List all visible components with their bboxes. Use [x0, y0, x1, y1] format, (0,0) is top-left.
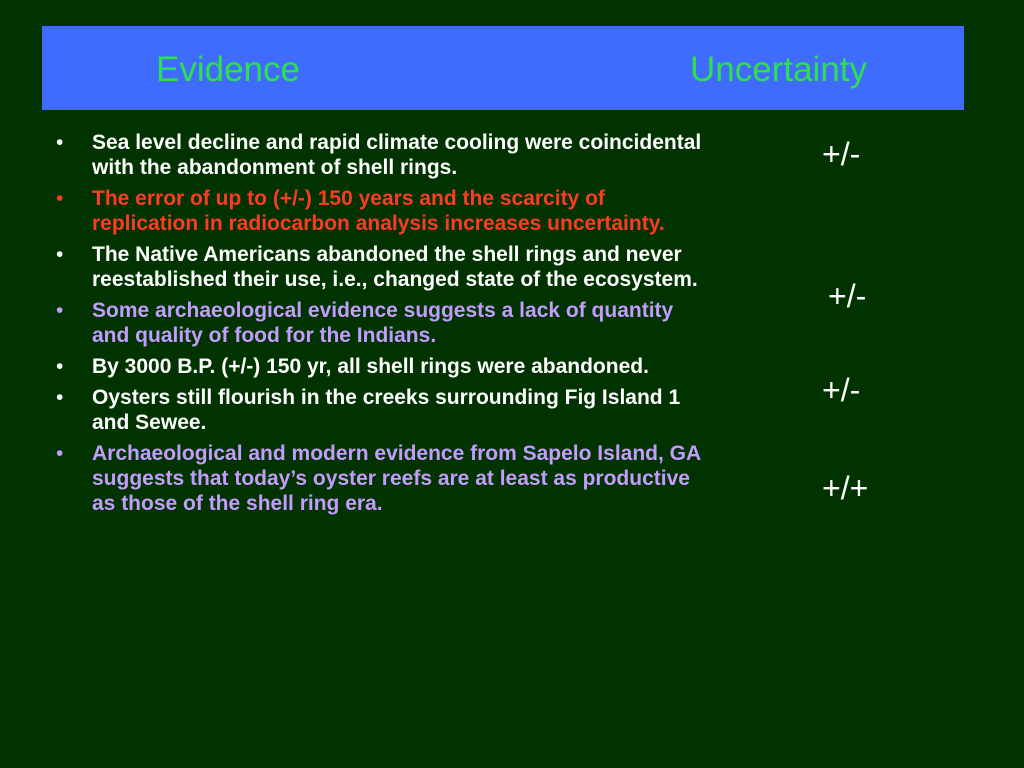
- evidence-text: The Native Americans abandoned the shell rings and never reestablished their use, i.e., changed state of the ecosystem.: [92, 243, 698, 291]
- bullet-icon: •: [56, 243, 64, 266]
- evidence-text: By 3000 B.P. (+/-) 150 yr, all shell rings were abandoned.: [92, 355, 649, 378]
- bullet-icon: •: [56, 187, 64, 210]
- evidence-text: Some archaeological evidence suggests a lack of quantity and quality of food for the Indians.: [92, 299, 674, 347]
- evidence-text: Oysters still flourish in the creeks surrounding Fig Island 1 and Sewee.: [92, 386, 681, 434]
- evidence-item-oysters-flourish: [52, 385, 702, 435]
- evidence-item-sapelo-island: [52, 441, 702, 516]
- evidence-item-abandonment: [52, 242, 702, 292]
- evidence-text: Sea level decline and rapid climate cooling were coincidental with the abandonment of shell rings.: [92, 131, 702, 179]
- evidence-item-sea-level: [52, 130, 702, 180]
- uncertainty-mark-3: +/-: [822, 372, 861, 408]
- evidence-list: [52, 130, 702, 522]
- uncertainty-heading: Uncertainty: [690, 50, 868, 89]
- bullet-icon: •: [56, 355, 64, 378]
- slide-header: [42, 26, 964, 110]
- uncertainty-mark-4: +/+: [822, 470, 869, 506]
- uncertainty-mark-2: +/-: [828, 278, 867, 314]
- evidence-text: The error of up to (+/-) 150 years and the scarcity of replication in radiocarbon analysis increases uncertainty.: [92, 187, 665, 235]
- evidence-text: Archaeological and modern evidence from Sapelo Island, GA suggests that today’s oyster reefs are at least as productive as those of the shell ring era.: [92, 442, 701, 515]
- bullet-icon: •: [56, 299, 64, 322]
- bullet-icon: •: [56, 442, 64, 465]
- bullet-icon: •: [56, 386, 64, 409]
- evidence-heading: Evidence: [156, 50, 300, 89]
- evidence-item-radiocarbon-error: [52, 186, 702, 236]
- evidence-item-3000-bp: [52, 354, 702, 379]
- uncertainty-mark-1: +/-: [822, 136, 861, 172]
- bullet-icon: •: [56, 131, 64, 154]
- evidence-item-food-scarcity: [52, 298, 702, 348]
